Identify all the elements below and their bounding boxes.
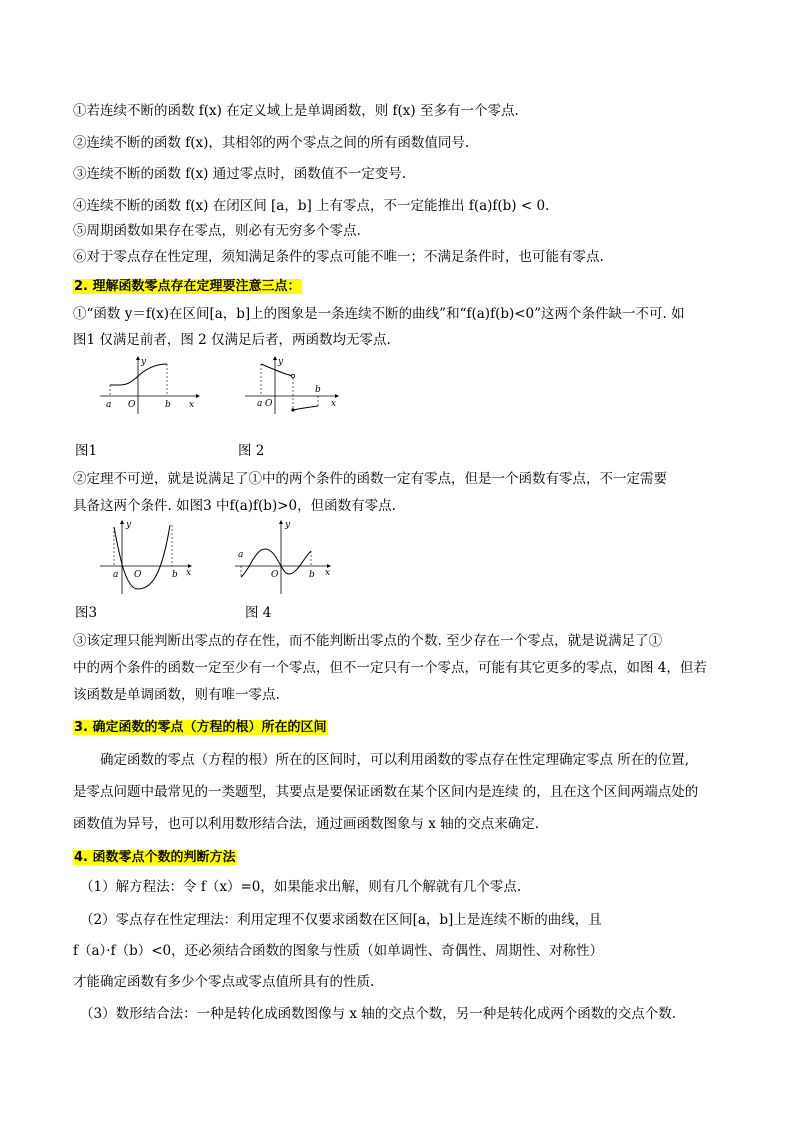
- figure-2: [245, 356, 345, 414]
- fig4-label-b: b: [309, 570, 315, 580]
- fig3-label-y: y: [126, 520, 132, 530]
- fig1-label-x: x: [189, 400, 195, 410]
- list1-item-4: ④连续不断的函数 f(x) 在闭区间 [a，b] 上有零点，不一定能推出 f(a)f(b) < 0.: [73, 198, 550, 214]
- caption-fig1: 图1: [75, 443, 98, 459]
- fig2-label-x: x: [331, 399, 337, 409]
- section4-method2-line3: 才能确定函数有多少个零点或零点值所具有的性质.: [73, 974, 375, 990]
- list1-item-5: ⑤周期函数如果存在零点，则必有无穷多个零点.: [73, 223, 361, 239]
- list1-item-1: ①若连续不断的函数 f(x) 在定义域上是单调函数，则 f(x) 至多有一个零点.: [73, 103, 519, 119]
- fig2-label-b: b: [315, 385, 321, 395]
- list1-item-3: ③连续不断的函数 f(x) 通过零点时，函数值不一定变号.: [73, 166, 407, 182]
- section2-p1-line2: 图1 仅满足前者，图 2 仅满足后者，两函数均无零点.: [73, 332, 391, 348]
- figure-3: [100, 519, 200, 594]
- fig3-label-a: a: [113, 570, 119, 580]
- section2-p3-line1: ③该定理只能判断出零点的存在性，而不能判断出零点的个数. 至少存在一个零点，就是说满足了①: [73, 633, 663, 649]
- section4-heading: 4. 函数零点个数的判断方法: [74, 850, 236, 865]
- fig3-label-b: b: [172, 570, 178, 580]
- fig4-label-y: y: [285, 520, 291, 530]
- list1-item-2: ②连续不断的函数 f(x)，其相邻的两个零点之间的所有函数值同号.: [73, 135, 470, 151]
- section3-line2: 是零点问题中最常见的一类题型，其要点是要保证函数在某个区间内是连续 的，且在这个区间两端点处的: [73, 784, 699, 800]
- fig2-label-a: a: [257, 399, 263, 409]
- section2-p1-line1: ①“函数 y＝f(x)在区间[a，b]上的图象是一条连续不断的曲线”和“f(a)f(b)<0”这两个条件缺一不可. 如: [73, 306, 685, 322]
- fig1-label-y: y: [141, 357, 147, 367]
- fig4-label-o: O: [271, 570, 279, 580]
- section2-p2-line1: ②定理不可逆，就是说满足了①中的两个条件的函数一定有零点，但是一个函数有零点，不一定需要: [73, 471, 667, 487]
- fig3-label-o: O: [134, 570, 142, 580]
- section4-method2-line2: f（a）·f（b）<0，还必须结合函数的图象与性质（如单调性、奇偶性、周期性、对称性）: [73, 943, 604, 959]
- section4-method2-line1: （2）零点存在性定理法：利用定理不仅要求函数在区间[a，b]上是连续不断的曲线，且: [80, 912, 602, 928]
- section2-p3-line3: 该函数是单调函数，则有唯一零点.: [73, 687, 280, 703]
- fig1-label-a: a: [106, 400, 112, 410]
- section2-heading: 2. 理解函数零点存在定理要注意三点：: [74, 279, 301, 294]
- caption-fig4: 图 4: [245, 605, 272, 621]
- figure-1: [100, 356, 200, 414]
- fig1-label-b: b: [165, 400, 171, 410]
- section2-p3-line2: 中的两个条件的函数一定至少有一个零点，但不一定只有一个零点，可能有其它更多的零点，如图 4，但若: [73, 660, 707, 676]
- fig1-label-o: O: [128, 400, 136, 410]
- section3-line1: 确定函数的零点（方程的根）所在的区间时，可以利用函数的零点存在性定理确定零点 所在的位置,: [100, 752, 690, 768]
- list1-item-6: ⑥对于零点存在性定理，须知满足条件的零点可能不唯一；不满足条件时，也可能有零点.: [73, 249, 604, 265]
- fig2-label-o: O: [265, 399, 273, 409]
- section4-method3: （3）数形结合法：一种是转化成函数图像与 x 轴的交点个数，另一种是转化成两个函数的交点个数.: [80, 1006, 677, 1022]
- caption-fig3: 图3: [75, 605, 98, 621]
- caption-fig2: 图 2: [238, 443, 265, 459]
- fig4-label-a: a: [238, 550, 244, 560]
- fig4-label-x: x: [325, 568, 331, 578]
- fig3-label-x: x: [186, 568, 192, 578]
- section3-heading: 3. 确定函数的零点（方程的根）所在的区间: [74, 720, 327, 735]
- fig2-label-y: y: [278, 357, 284, 367]
- section2-p2-line2: 具备这两个条件. 如图3 中f(a)f(b)>0，但函数有零点.: [73, 498, 396, 514]
- figure-4: [235, 519, 345, 594]
- section3-line3: 函数值为异号，也可以利用数形结合法，通过画函数图象与 x 轴的交点来确定.: [73, 816, 539, 832]
- section4-method1: （1）解方程法：令 f（x）=0，如果能求出解，则有几个解就有几个零点.: [80, 879, 522, 895]
